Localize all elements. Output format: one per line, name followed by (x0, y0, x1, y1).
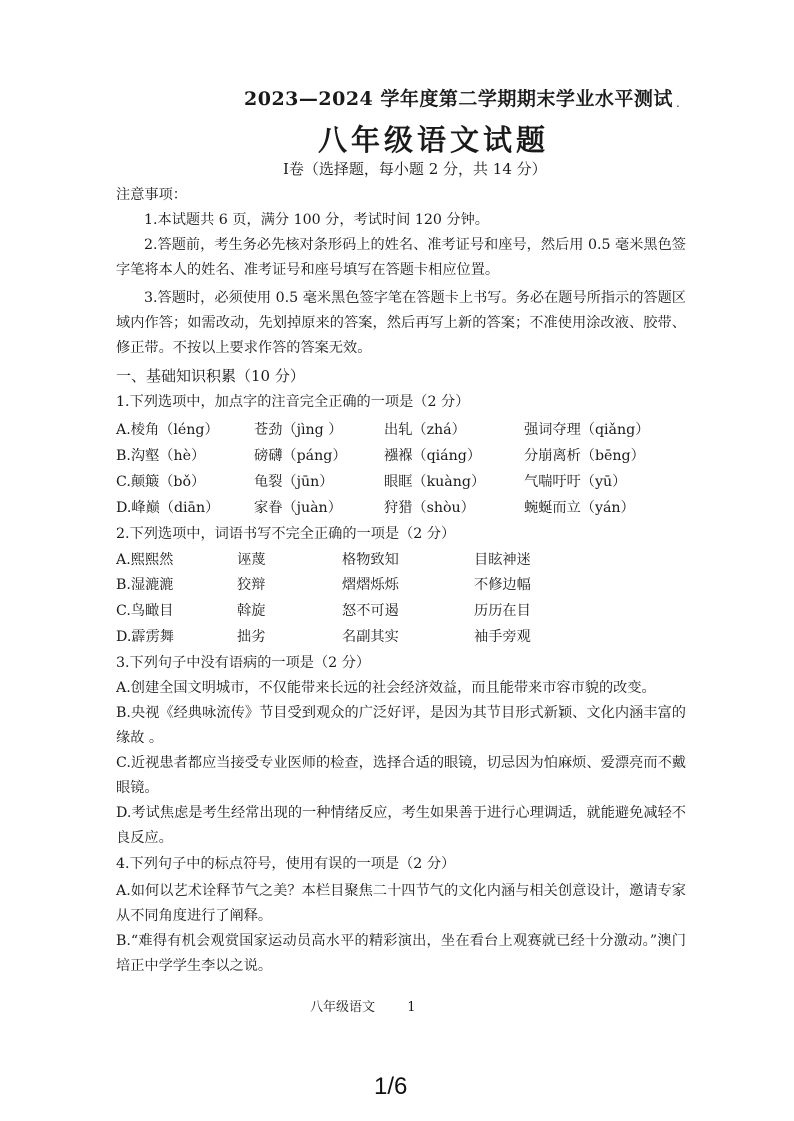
q2-option-a-3: 格物致知 (342, 552, 399, 568)
q1-option-d-2: 家眷（juàn） (254, 500, 342, 516)
q1-option-c-2: 龟裂（jūn） (254, 474, 334, 490)
section-one-subtitle: Ⅰ卷（选择题，每小题 2 分，共 14 分） (283, 160, 547, 178)
q1-option-a-1: A.棱角（léng） (116, 422, 219, 438)
q4-option-a: A.如何以艺术诠释节气之美？本栏目聚焦二十四节气的文化内涵与相关创意设计，邀请专家从不同角度进行了阐释。 (116, 883, 686, 924)
q1-option-a-2: 苍劲（jìng ） (254, 422, 343, 438)
exam-term-line: 2023—2024 学年度第二学期期末学业水平测试 (244, 88, 673, 110)
q2-option-b-2: 狡辩 (237, 577, 266, 593)
q2-option-b-4: 不修边幅 (474, 577, 531, 593)
q3-option-d: D.考试焦虑是考生经常出现的一种情绪反应，考生如果善于进行心理调适，就能避免减轻不良反应。 (116, 805, 686, 846)
q1-option-b-4: 分崩离析（bēng） (524, 448, 645, 464)
q1-option-d-3: 狩猎（shòu） (384, 500, 475, 516)
note-1: 1.本试题共 6 页，满分 100 分，考试时间 120 分钟。 (144, 212, 489, 228)
note-3: 3.答题时，必须使用 0.5 毫米黑色签字笔在答题卡上书写。务必在题号所指示的答题区域内作答；如需改动，先划掉原来的答案，然后再写上新的答案；不准使用涂改液、胶带、修正带。不按以上要求作答的答案无效。 (116, 290, 686, 356)
q2-option-a-1: A.熙熙然 (116, 552, 174, 568)
footer-page-number: 1 (407, 1000, 416, 1015)
q3-stem: 3.下列句子中没有语病的一项是（2 分） (116, 655, 371, 671)
q1-option-b-1: B.沟壑（hè） (116, 448, 206, 464)
q4-option-b: B.“难得有机会观赏国家运动员高水平的精彩演出，坐在看台上观赛就已经十分激动。”澳门培正中学学生李以之说。 (116, 933, 686, 974)
note-2: 2.答题前，考生务必先核对条形码上的姓名、准考证号和座号，然后用 0.5 毫米黑色签字笔将本人的姓名、准考证号和座号填写在答题卡相应位置。 (116, 237, 686, 278)
q1-option-a-3: 出轧（zhá） (384, 422, 466, 438)
q4-stem: 4.下列句子中的标点符号，使用有误的一项是（2 分） (116, 856, 456, 872)
q1-option-c-1: C.颠簸（bǒ） (116, 474, 206, 490)
q3-option-a: A.创建全国文明城市，不仅能带来长远的社会经济效益，而且能带来市容市貌的改变。 (116, 680, 656, 696)
q1-option-d-4: 蜿蜒而立（yán） (524, 500, 635, 516)
q2-option-d-1: D.霹雳舞 (116, 629, 174, 645)
q2-option-b-3: 熠熠烁烁 (342, 577, 399, 593)
notes-heading: 注意事项： (116, 187, 187, 203)
q1-option-a-4: 强词夺理（qiǎng） (524, 422, 650, 438)
q3-option-c: C.近视患者都应当接受专业医师的检查，选择合适的眼镜，切忌因为怕麻烦、爱漂亮而不戴眼镜。 (116, 755, 686, 796)
q1-option-c-3: 眼眶（kuàng） (384, 474, 486, 490)
q1-stem: 1.下列选项中，加点字的注音完全正确的一项是（2 分） (116, 394, 470, 410)
q2-option-c-2: 斡旋 (237, 603, 266, 619)
q1-option-d-1: D.峰巅（diān） (116, 500, 220, 516)
part-one-heading: 一、基础知识积累（10 分） (116, 367, 305, 385)
page-title: 八年级语文试题 (318, 123, 550, 157)
q2-option-a-4: 目眩神迷 (474, 552, 531, 568)
q2-option-d-4: 袖手旁观 (474, 629, 531, 645)
q2-option-b-1: B.湿漉漉 (116, 577, 174, 593)
q2-option-d-2: 拙劣 (237, 629, 266, 645)
q1-option-b-3: 襁褓（qiáng） (384, 448, 482, 464)
q3-option-b: B.央视《经典咏流传》节目受到观众的广泛好评，是因为其节目形式新颖、文化内涵丰富的缘故 。 (116, 705, 686, 746)
q2-option-c-4: 历历在目 (474, 603, 531, 619)
q2-option-c-3: 怒不可遏 (342, 603, 399, 619)
q1-option-b-2: 磅礴（páng） (254, 448, 347, 464)
q1-option-c-4: 气喘吁吁（yū） (524, 474, 627, 490)
q2-option-c-1: C.鸟瞰目 (116, 603, 174, 619)
q2-stem: 2.下列选项中，词语书写不完全正确的一项是（2 分） (116, 526, 456, 542)
footer-label: 八年级语文 (310, 1000, 376, 1015)
scan-mark: . (676, 96, 680, 110)
q2-option-d-3: 名副其实 (342, 629, 399, 645)
page-indicator: 1/6 (374, 1073, 408, 1100)
page-footer (310, 996, 416, 1015)
q2-option-a-2: 诬蔑 (237, 552, 266, 568)
